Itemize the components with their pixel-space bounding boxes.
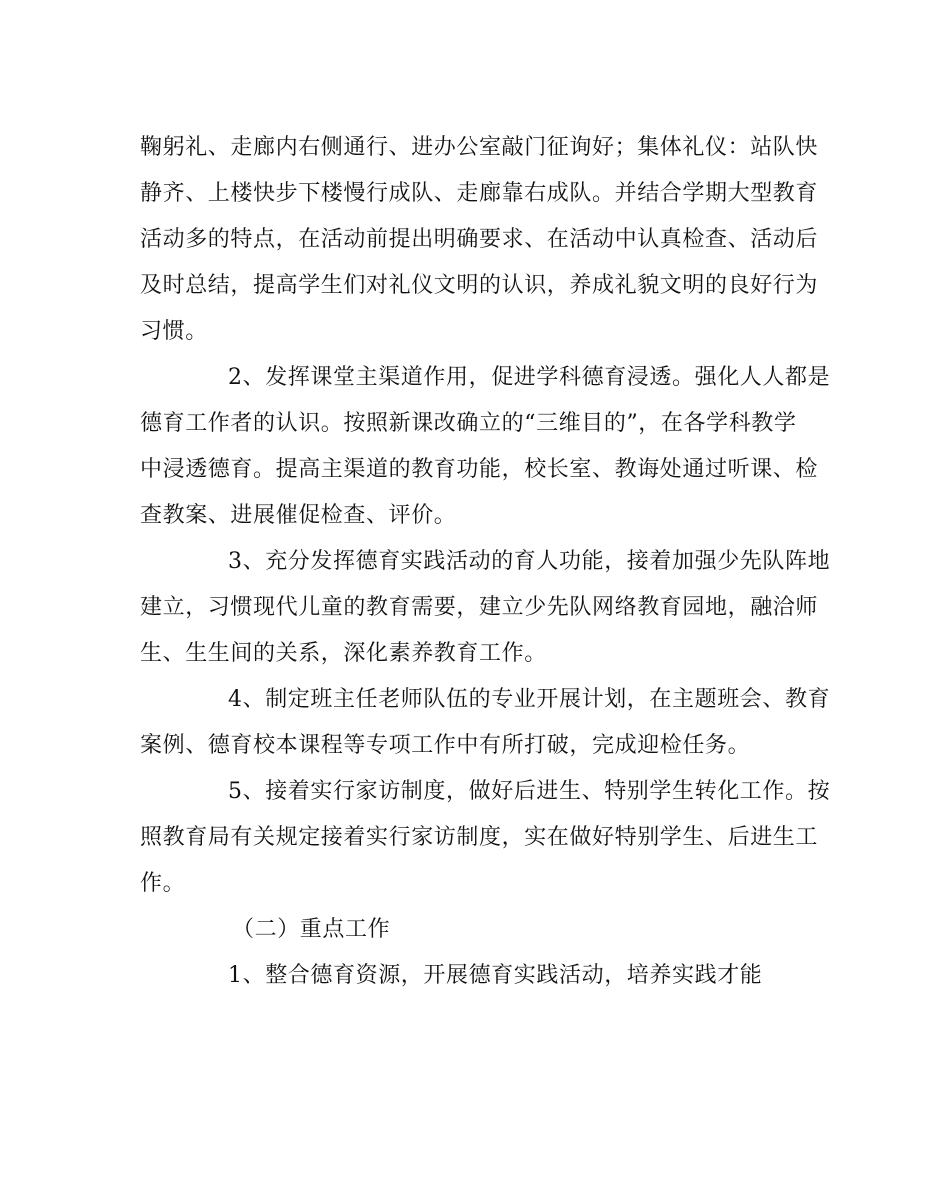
text-line: 5、接着实行家访制度，做好后进生、特别学生转化工作。按	[228, 779, 831, 804]
text-line: 静齐、上楼快步下楼慢行成队、走廊靠右成队。并结合学期大型教育	[140, 181, 819, 206]
text-line: 照教育局有关规定接着实行家访制度，实在做好特别学生、后进生工	[140, 825, 819, 850]
text-line: 2、发挥课堂主渠道作用，促进学科德育浸透。强化人人都是	[228, 365, 831, 390]
text-line: 4、制定班主任老师队伍的专业开展计划，在主题班会、教育	[228, 687, 831, 712]
paragraph-etiquette-continued	[140, 125, 819, 355]
paragraph-item-3	[140, 539, 831, 677]
paragraph-key-work-1	[140, 953, 810, 999]
text-line: 建立，习惯现代儿童的教育需要，建立少先队网络教育园地，融洽师	[140, 595, 819, 620]
paragraph-item-4	[140, 677, 831, 769]
text-line: 生、生生间的关系，深化素养教育工作。	[140, 641, 547, 666]
section-heading	[140, 907, 810, 953]
text-line: 查教案、进展催促检查、评价。	[140, 503, 457, 528]
paragraph-item-5	[140, 769, 831, 907]
section-heading-text: （二）重点工作	[232, 917, 391, 942]
text-line: 及时总结，提高学生们对礼仪文明的认识，养成礼貌文明的良好行为	[140, 273, 819, 298]
text-line: 3、充分发挥德育实践活动的育人功能，接着加强少先队阵地	[228, 549, 831, 574]
text-line: 德育工作者的认识。按照新课改确立的“三维目的”，在各学科教学	[140, 411, 797, 436]
paragraph-item-2	[140, 355, 831, 539]
document-body	[140, 125, 831, 999]
text-line: 中浸透德育。提高主渠道的教育功能，校长室、教诲处通过听课、检	[140, 457, 819, 482]
text-line: 习惯。	[140, 319, 208, 344]
text-line: 1、整合德育资源，开展德育实践活动，培养实践才能	[228, 963, 763, 988]
text-line: 鞠躬礼、走廊内右侧通行、进办公室敲门征询好；集体礼仪：站队快	[140, 135, 819, 160]
text-line: 作。	[140, 871, 186, 896]
text-line: 案例、德育校本课程等专项工作中有所打破，完成迎检任务。	[140, 733, 751, 758]
text-line: 活动多的特点，在活动前提出明确要求、在活动中认真检查、活动后	[140, 227, 819, 252]
